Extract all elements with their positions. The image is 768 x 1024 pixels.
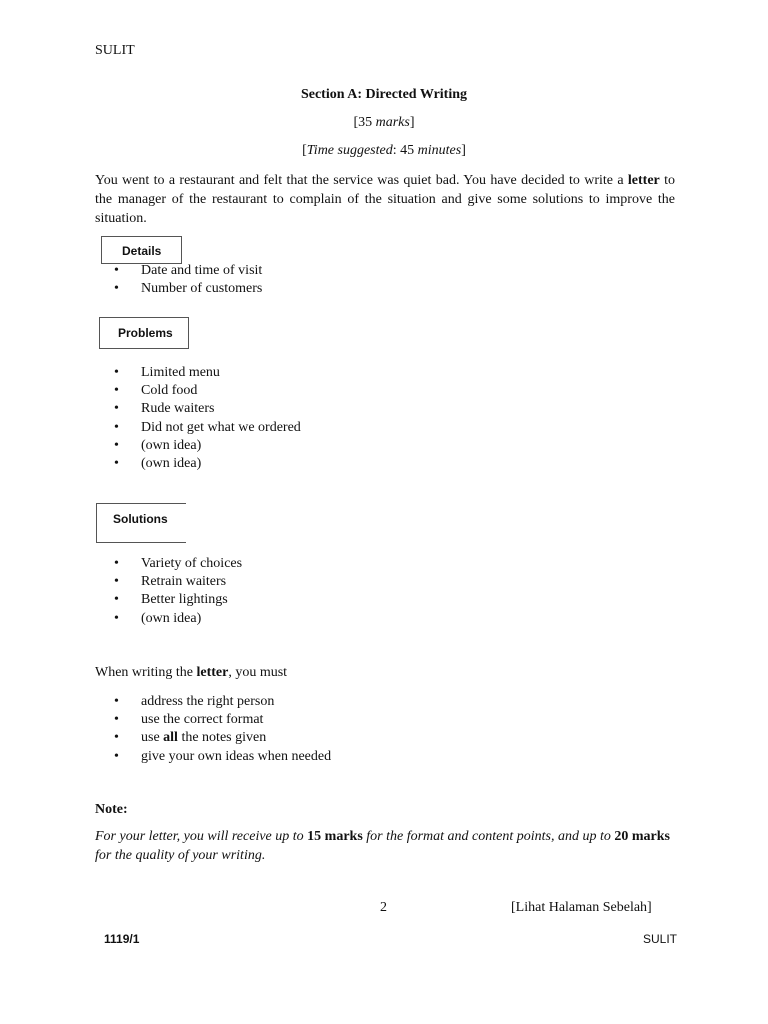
problems-item-text: Did not get what we ordered (141, 419, 301, 435)
list-item (95, 419, 301, 437)
must-item-post: the notes given (177, 730, 267, 746)
details-item-text: Date and time of visit (141, 263, 263, 278)
marks-close: ] (409, 115, 415, 130)
list-item (95, 573, 242, 591)
list-item (95, 280, 262, 298)
bullet: • (114, 730, 119, 746)
list-item (95, 455, 301, 473)
bullet: • (114, 419, 119, 435)
solutions-item-text: Retrain waiters (141, 574, 227, 590)
list-item (95, 591, 242, 609)
must-item-text: use the correct format (141, 712, 264, 728)
must-intro-post: , you must (228, 665, 288, 680)
must-item-bold: all (163, 730, 178, 746)
time-line (0, 143, 768, 159)
problems-list (95, 364, 301, 473)
note-b2: 20 marks (614, 829, 671, 844)
list-item (95, 262, 262, 280)
bullet: • (114, 610, 119, 626)
time-label: Time suggested (306, 143, 393, 158)
bullet: • (114, 365, 119, 380)
paper-code: 1119/1 (104, 932, 140, 946)
note-label: Note: (95, 802, 128, 817)
bullet: • (114, 712, 119, 728)
solutions-list (95, 555, 242, 628)
must-list (95, 693, 331, 766)
bullet: • (114, 401, 119, 417)
must-item-text: address the right person (141, 694, 275, 709)
problems-item-text: Cold food (141, 383, 198, 399)
bullet: • (114, 694, 119, 709)
note-t1: For your letter, you will receive up to (95, 829, 308, 844)
must-item-text: give your own ideas when needed (141, 748, 332, 764)
prompt-paragraph (95, 171, 675, 228)
bullet: • (114, 574, 119, 590)
note-t2: for the format and content points, and up to (362, 829, 615, 844)
time-unit: minutes (417, 143, 462, 158)
bullet: • (114, 556, 119, 571)
bullet: • (114, 263, 119, 278)
must-intro-pre: When writing the (95, 665, 197, 680)
list-item (95, 610, 242, 628)
header-sulit: SULIT (95, 43, 135, 58)
bullet: • (114, 592, 119, 608)
problems-item-text: (own idea) (141, 437, 202, 453)
list-item (95, 748, 331, 766)
must-item-pre: use (141, 730, 164, 746)
details-item-text: Number of customers (141, 281, 263, 297)
bullet: • (114, 383, 119, 399)
list-item (95, 693, 331, 711)
page-number: 2 (380, 900, 387, 915)
must-intro-bold: letter (196, 665, 229, 680)
bullet: • (114, 748, 119, 764)
list-item (95, 364, 301, 382)
note-b1: 15 marks (307, 829, 363, 844)
note-text (95, 827, 675, 865)
prompt-part2: to the manager of the restaurant to complain of the situation and give some solutions to improve the situation. (95, 173, 676, 226)
bullet: • (114, 281, 119, 297)
problems-item-text: Limited menu (141, 365, 220, 380)
problems-box: Problems (99, 317, 189, 349)
must-intro (95, 665, 287, 681)
marks-word: marks (375, 115, 410, 130)
list-item (95, 729, 331, 747)
solutions-box: Solutions (96, 503, 186, 543)
note-t3: for the quality of your writing. (95, 848, 266, 863)
problems-item-text: Rude waiters (141, 401, 215, 417)
problems-item-text: (own idea) (141, 455, 202, 471)
time-close: ] (461, 143, 466, 158)
list-item (95, 555, 242, 573)
details-box: Details (101, 236, 182, 264)
marks-open: [35 (353, 115, 376, 130)
list-item (95, 382, 301, 400)
bullet: • (114, 437, 119, 453)
list-item (95, 711, 331, 729)
prompt-part1: You went to a restaurant and felt that the service was quiet bad. You have decided to write a (95, 173, 628, 188)
marks-line (0, 115, 768, 131)
next-page-note: [Lihat Halaman Sebelah] (511, 900, 652, 915)
time-open: [ (302, 143, 307, 158)
details-list (95, 262, 262, 298)
solutions-item-text: Better lightings (141, 592, 228, 608)
section-title: Section A: Directed Writing (300, 87, 468, 102)
footer-sulit: SULIT (643, 932, 678, 946)
list-item (95, 400, 301, 418)
prompt-bold-letter: letter (627, 173, 660, 188)
bullet: • (114, 455, 119, 471)
time-mid: : 45 (392, 143, 418, 158)
solutions-item-text: Variety of choices (141, 556, 243, 571)
list-item (95, 437, 301, 455)
solutions-item-text: (own idea) (141, 610, 202, 626)
